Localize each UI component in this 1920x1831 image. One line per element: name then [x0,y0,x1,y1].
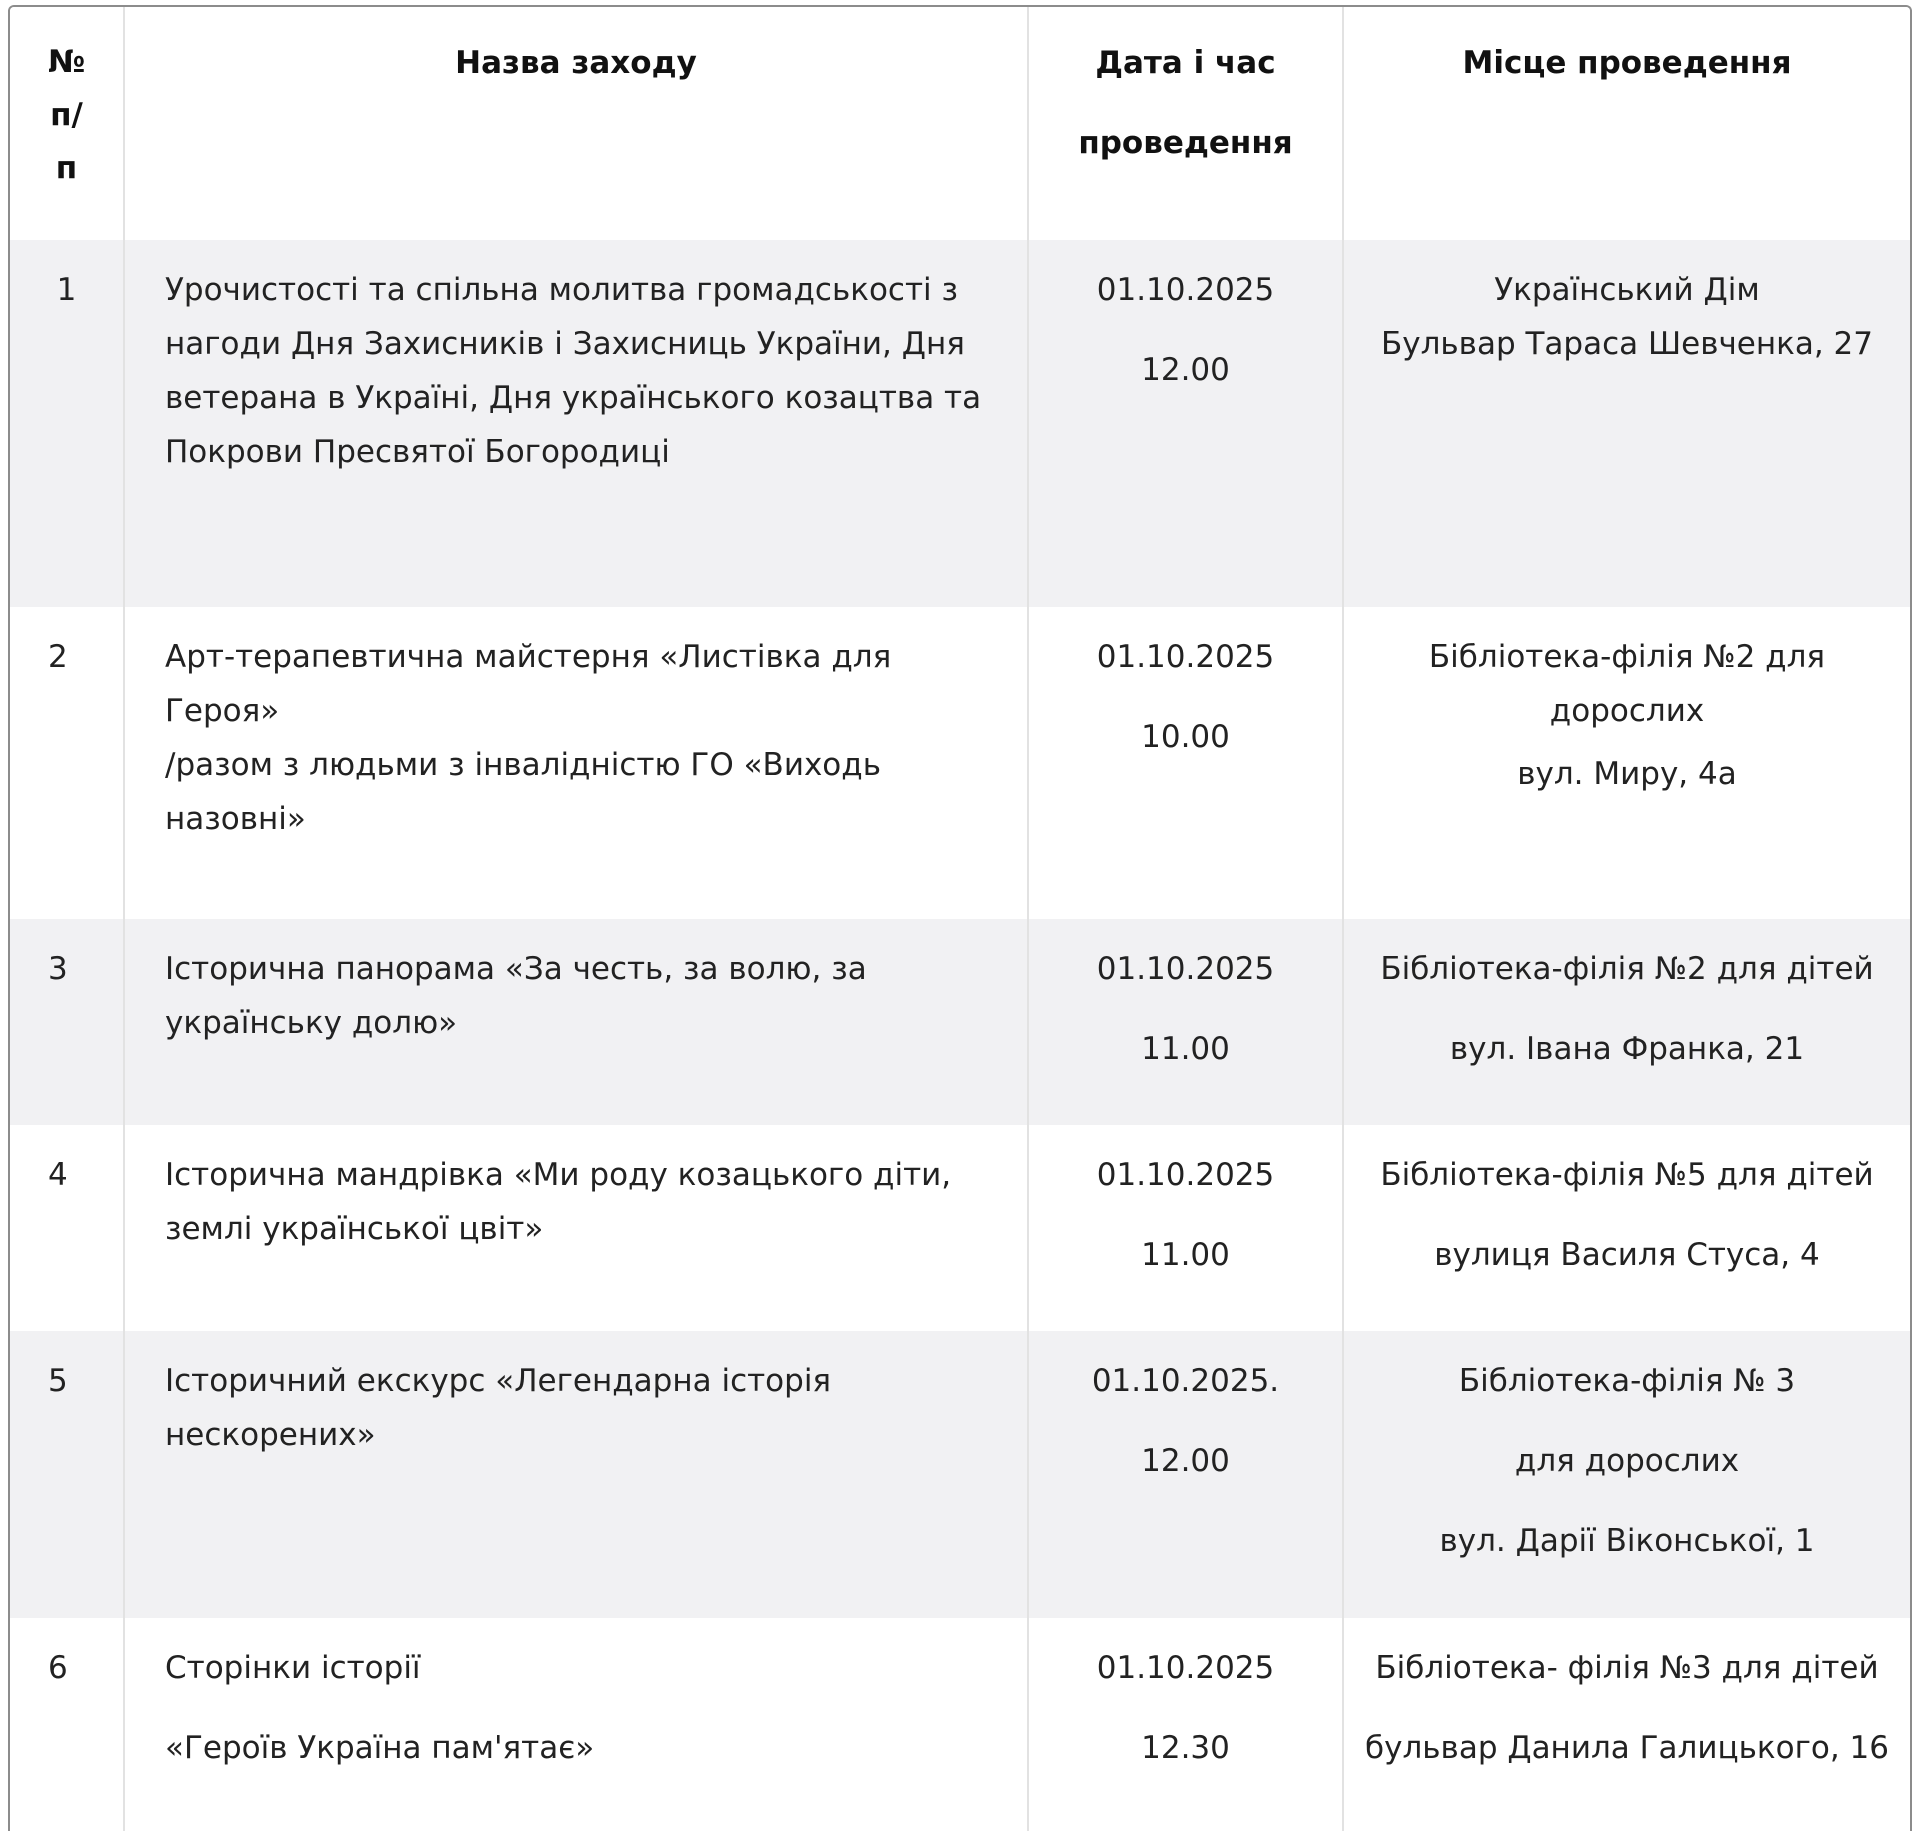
event-date: 01.10.2025 [1096,1650,1275,1686]
event-place-line: дорослих [1549,693,1705,729]
row-number: 4 [48,1157,68,1193]
header-number [10,7,124,240]
event-name-line: українську долю» [165,1005,458,1041]
event-time: 11.00 [1141,1031,1230,1067]
header-event-name [124,7,1028,240]
event-time: 12.00 [1141,1443,1230,1479]
event-date: 01.10.2025 [1096,951,1275,987]
event-name [124,240,1028,607]
header-place-text: Місце проведення [1462,45,1792,81]
event-place [1343,1331,1910,1618]
event-time: 12.00 [1141,352,1230,388]
header-number-line: п [55,150,78,186]
header-place [1343,7,1910,240]
event-place-line: для дорослих [1514,1443,1740,1479]
event-place-line: Бібліотека-філія №2 для дітей [1380,951,1874,987]
header-date-time [1028,7,1343,240]
event-name-line: Історичний екскурс «Легендарна історія [165,1363,832,1399]
table-row [10,240,1910,607]
event-place-line: Бібліотека- філія №3 для дітей [1375,1650,1879,1686]
event-place-line: вул. Миру, 4а [1517,756,1737,792]
event-name-line: Історична панорама «За честь, за волю, за [165,951,867,987]
event-date-time [1028,607,1343,919]
event-name [124,1618,1028,1831]
table-row [10,1331,1910,1618]
event-date-time [1028,1331,1343,1618]
event-place-line: Бібліотека-філія №2 для [1428,639,1826,675]
event-name-line: Сторінки історії [165,1650,421,1686]
event-place-line: вул. Івана Франка, 21 [1449,1031,1805,1067]
event-place-line: Український Дім [1494,272,1760,308]
table-row [10,1125,1910,1331]
event-name-line: нескорених» [165,1417,376,1453]
row-number: 1 [56,272,77,308]
event-name-line: назовні» [165,801,306,837]
event-place [1343,919,1910,1125]
event-place-line: бульвар Данила Галицького, 16 [1365,1730,1889,1766]
table-row [10,919,1910,1125]
event-place [1343,240,1910,607]
event-name-line: Арт-терапевтична майстерня «Листівка для Героя» [165,639,892,729]
event-name [124,919,1028,1125]
event-name [124,1331,1028,1618]
event-name-line: землі української цвіт» [165,1211,544,1247]
event-place [1343,1618,1910,1831]
event-date: 01.10.2025 [1096,639,1275,675]
events-table-frame [8,5,1912,1831]
event-date-time [1028,240,1343,607]
event-name [124,1125,1028,1331]
row-number: 5 [48,1363,68,1399]
event-time: 10.00 [1141,719,1230,755]
table-row [10,607,1910,919]
row-number: 3 [48,951,68,987]
events-table [10,7,1910,1831]
event-place-line: вулиця Василя Стуса, 4 [1434,1237,1820,1273]
event-date-time [1028,919,1343,1125]
row-number: 2 [48,639,68,675]
header-date-line: проведення [1078,125,1293,161]
row-number: 6 [48,1650,68,1686]
header-date-line: Дата і час [1095,45,1276,81]
event-name-line: Урочистості та спільна молитва громадськості з [165,272,958,308]
event-place [1343,607,1910,919]
event-date: 01.10.2025. [1091,1363,1280,1399]
event-date: 01.10.2025 [1096,272,1275,308]
table-row [10,1618,1910,1831]
event-name-line: /разом з людьми з інвалідністю ГО «Виходь [165,747,881,783]
event-place-line: вул. Дарії Віконської, 1 [1439,1523,1815,1559]
event-place-line: Бібліотека-філія № 3 [1458,1363,1796,1399]
event-place-line: Бібліотека-філія №5 для дітей [1380,1157,1874,1193]
event-place [1343,1125,1910,1331]
event-name-line: «Героїв Україна пам'ятає» [165,1730,595,1766]
event-name-line: Історична мандрівка «Ми роду козацького діти, [165,1157,952,1193]
event-name-line: нагоди Дня Захисників і Захисниць України, Дня [165,326,965,362]
event-date: 01.10.2025 [1096,1157,1275,1193]
event-time: 11.00 [1141,1237,1230,1273]
event-date-time [1028,1618,1343,1831]
header-number-line: п/ [50,97,83,133]
event-place-line: Бульвар Тараса Шевченка, 27 [1380,326,1874,362]
event-time: 12.30 [1141,1730,1230,1766]
event-name-line: Покрови Пресвятої Богородиці [165,434,670,470]
event-date-time [1028,1125,1343,1331]
header-number-line: № [47,44,86,80]
event-name [124,607,1028,919]
header-event-name-text: Назва заходу [455,45,697,81]
table-header-row [10,7,1910,240]
event-name-line: ветерана в Україні, Дня українського козацтва та [165,380,982,416]
